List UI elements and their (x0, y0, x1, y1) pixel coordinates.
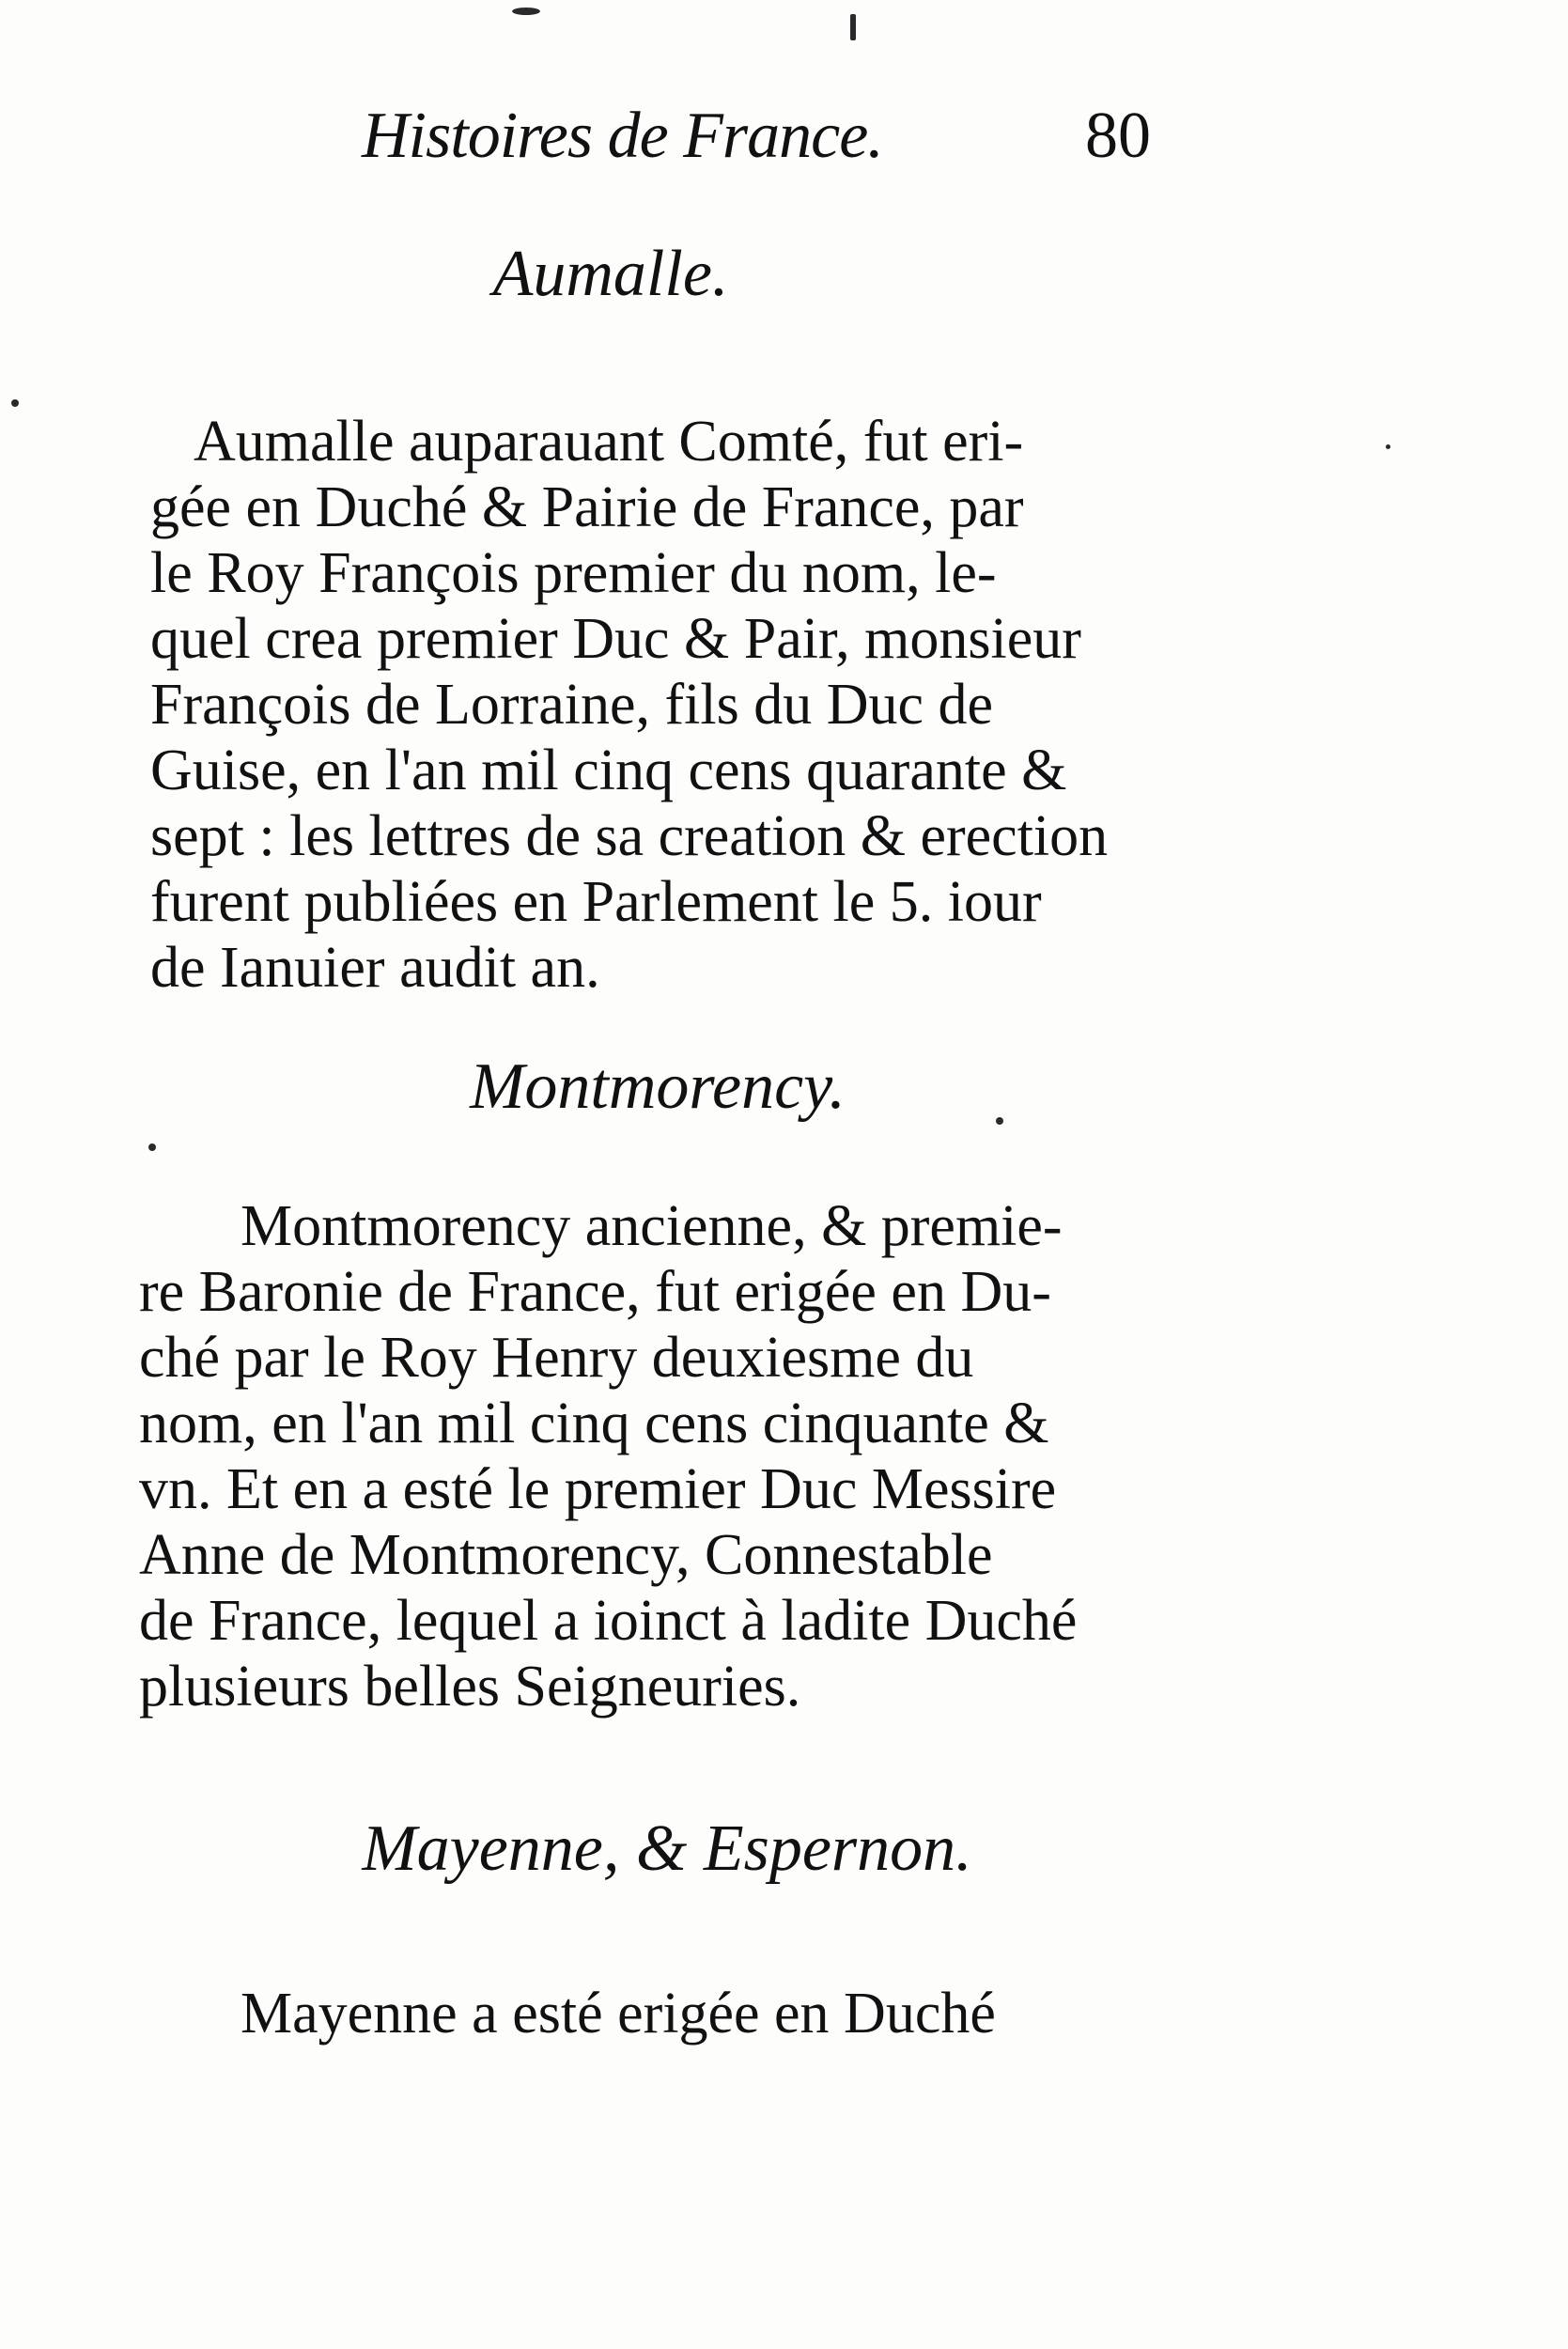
section-heading-mayenne-espernon: Mayenne, & Espernon. (362, 1812, 972, 1885)
text-line: de Ianuier audit an. (150, 936, 600, 1000)
ink-speck (1386, 444, 1390, 449)
text-line: Mayenne a esté erigée en Duché (241, 1982, 996, 2046)
running-head (362, 99, 1151, 183)
ink-speck (512, 8, 540, 15)
text-line: vn. Et en a esté le premier Duc Messire (139, 1457, 1057, 1521)
page-number: 80 (1085, 100, 1151, 172)
text-line: Guise, en l'an mil cinq cens quarante & (150, 739, 1067, 802)
text-line: le Roy François premier du nom, le- (150, 541, 997, 605)
section-heading-montmorency: Montmorency. (470, 1050, 846, 1123)
running-title: Histoires de France. (362, 100, 883, 172)
text-line: sept : les lettres de sa creation & erection (150, 804, 1109, 868)
text-line: Montmorency ancienne, & premie- (241, 1194, 1063, 1258)
text-line: ché par le Roy Henry deuxiesme du (139, 1326, 974, 1390)
text-line: quel crea premier Duc & Pair, monsieur (150, 607, 1081, 671)
text-line: re Baronie de France, fut erigée en Du- (139, 1260, 1051, 1324)
ink-speck (996, 1117, 1003, 1125)
ink-speck (148, 1143, 156, 1151)
text-line: Anne de Montmorency, Connestable (139, 1523, 993, 1587)
text-line: plusieurs belles Seigneuries. (139, 1655, 801, 1719)
section-heading-aumalle: Aumalle. (492, 238, 729, 310)
text-line: furent publiées en Parlement le 5. iour (150, 870, 1042, 934)
text-line: François de Lorraine, fils du Duc de (150, 673, 994, 737)
text-line: Aumalle auparauant Comté, fut eri- (194, 410, 1024, 474)
text-line: de France, lequel a ioinct à ladite Duché (139, 1589, 1078, 1653)
ink-speck (11, 399, 19, 407)
text-line: nom, en l'an mil cinq cens cinquante & (139, 1392, 1049, 1455)
text-line: gée en Duché & Pairie de France, par (150, 475, 1024, 539)
ink-speck (850, 14, 856, 40)
